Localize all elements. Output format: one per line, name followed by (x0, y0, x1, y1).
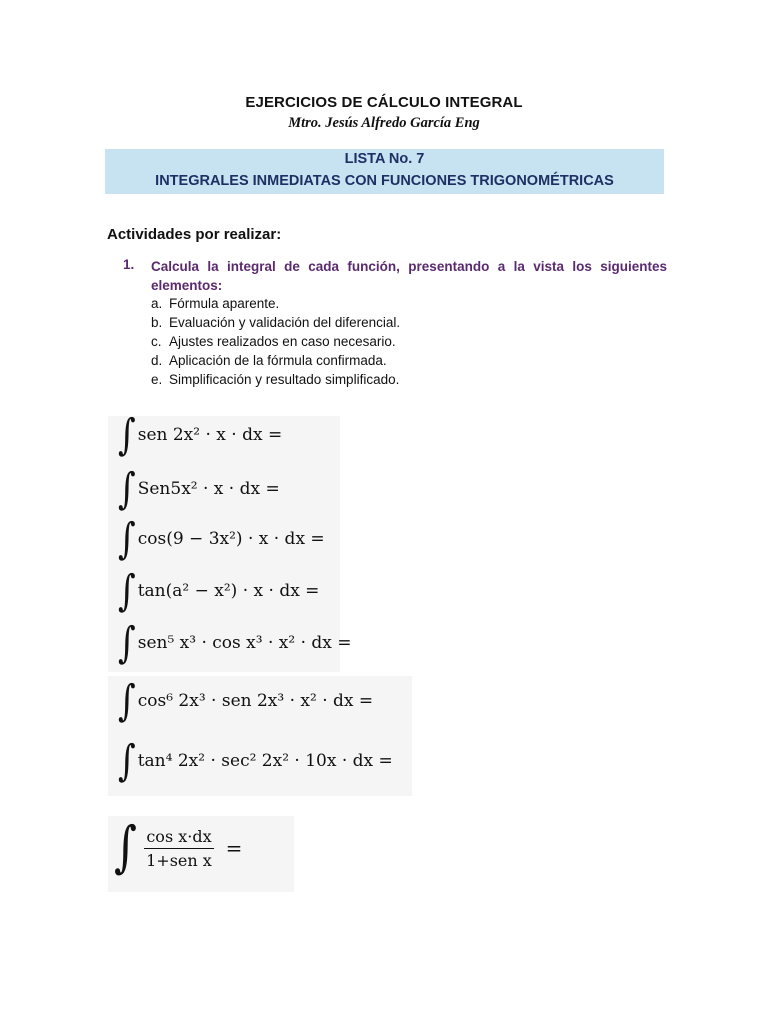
integral-sign: ∫ (118, 464, 136, 514)
equals-sign: = (225, 836, 243, 860)
list-item-text: Fórmula aparente. (169, 296, 280, 311)
list-marker: d. (151, 353, 163, 368)
integrand: sen 2x² · x · dx = (137, 425, 283, 445)
list-item-text: Evaluación y validación del diferencial. (169, 315, 401, 330)
list-marker: e. (151, 372, 163, 387)
task-number: 1. (123, 257, 135, 272)
integrand: Sen5x² · x · dx = (137, 479, 280, 499)
list-item-text: Aplicación de la fórmula confirmada. (169, 353, 387, 368)
integral-exercise-6 (118, 676, 374, 726)
list-item (151, 332, 400, 351)
integral-exercise-2 (118, 464, 280, 514)
integral-exercise-1 (118, 410, 283, 460)
integral-exercise-5 (118, 618, 352, 668)
list-marker: b. (151, 315, 163, 330)
banner-topic: INTEGRALES INMEDIATAS CON FUNCIONES TRIGONOMÉTRICAS (155, 173, 614, 189)
list-marker: a. (151, 296, 163, 311)
fraction (144, 827, 213, 870)
integral-exercise-8 (114, 815, 243, 880)
list-marker: c. (151, 334, 162, 349)
list-item (151, 313, 400, 332)
document-author: Mtro. Jesús Alfredo García Eng (288, 115, 480, 131)
integrand: cos⁶ 2x³ · sen 2x³ · x² · dx = (137, 691, 374, 711)
list-item (151, 351, 400, 370)
fraction-denominator: 1+sen x (146, 850, 212, 870)
activities-heading: Actividades por realizar: (107, 226, 282, 243)
list-item (151, 294, 400, 313)
list-item-text: Ajustes realizados en caso necesario. (169, 334, 396, 349)
integral-sign: ∫ (114, 815, 137, 880)
integral-exercise-3 (118, 514, 325, 564)
integral-sign: ∫ (118, 514, 136, 564)
integral-sign: ∫ (118, 566, 136, 616)
integrand: tan(a² − x²) · x · dx = (137, 581, 320, 601)
list-item (151, 370, 400, 389)
task-sub-list (151, 294, 400, 389)
document-title: EJERCICIOS DE CÁLCULO INTEGRAL (245, 94, 523, 111)
list-banner (105, 149, 664, 194)
integral-sign: ∫ (118, 618, 136, 668)
integrand: sen⁵ x³ · cos x³ · x² · dx = (137, 633, 352, 653)
integral-exercise-4 (118, 566, 320, 616)
integral-sign: ∫ (118, 676, 136, 726)
task-instruction: Calcula la integral de cada función, presentando a la vista los siguientes elementos: (151, 259, 667, 293)
list-item-text: Simplificación y resultado simplificado. (169, 372, 400, 387)
integrand: tan⁴ 2x² · sec² 2x² · 10x · dx = (137, 751, 393, 771)
integral-sign: ∫ (118, 410, 136, 460)
banner-list-number: LISTA No. 7 (344, 151, 425, 167)
integral-sign: ∫ (118, 736, 136, 786)
integral-exercise-7 (118, 736, 393, 786)
integrand: cos(9 − 3x²) · x · dx = (137, 529, 325, 549)
fraction-numerator: cos x·dx (144, 827, 213, 849)
